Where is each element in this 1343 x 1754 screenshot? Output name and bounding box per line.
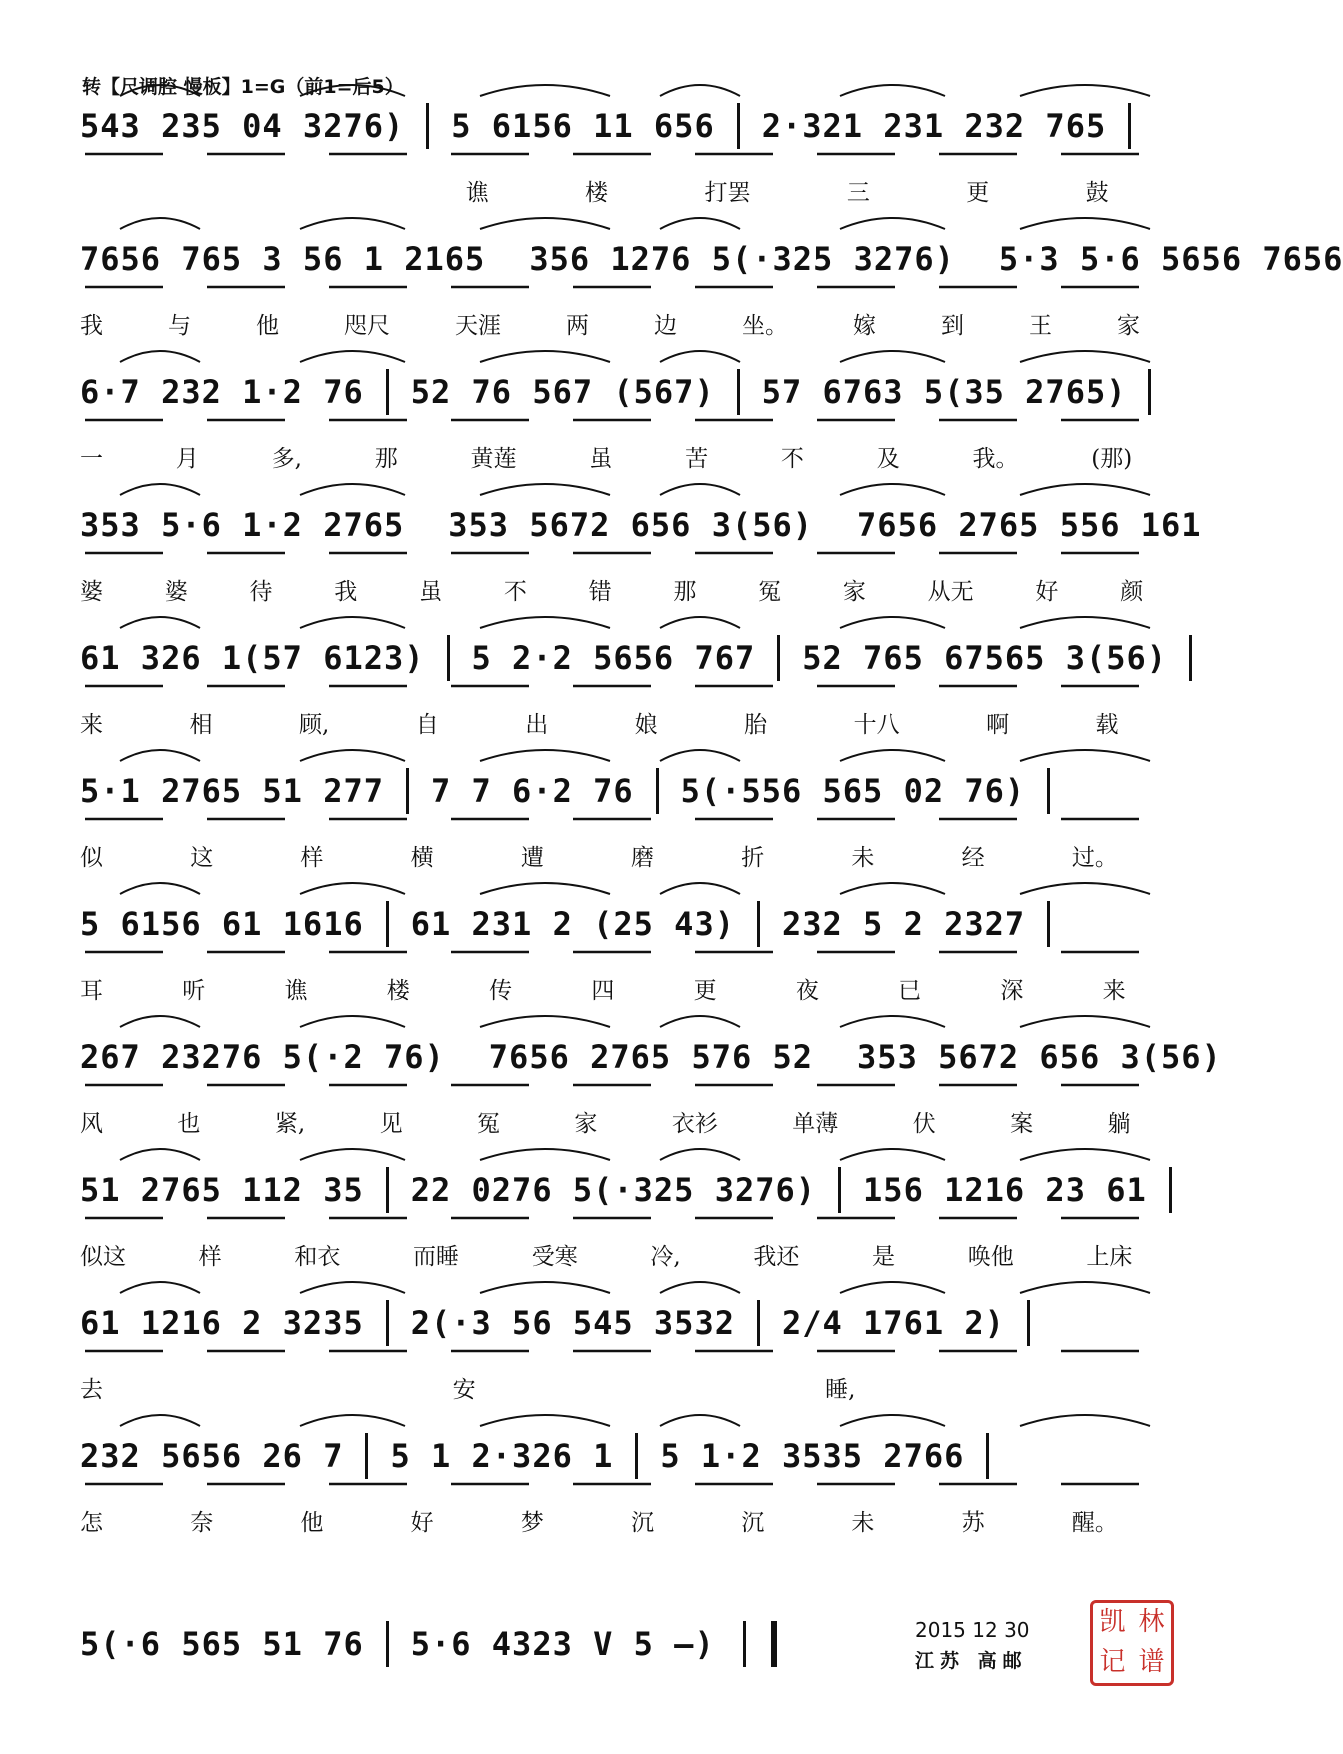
- lyric-syllable: 受寒: [531, 1244, 578, 1270]
- slur-marks: [80, 1134, 1205, 1164]
- slur-marks: [80, 735, 1205, 765]
- lyric-syllable: 经: [961, 845, 985, 871]
- beam-underlines: [80, 1347, 1205, 1365]
- measure: 156 1216 23 61: [863, 1171, 1147, 1209]
- lyric-syllable: 冷,: [650, 1244, 681, 1270]
- lyric-syllable: 更: [966, 180, 990, 206]
- lyric-syllable: 更: [693, 978, 717, 1004]
- lyric-syllable: 楼: [585, 180, 609, 206]
- lyric-syllable: 那: [374, 446, 398, 472]
- slur-arc: [1020, 1415, 1150, 1426]
- measure: 2/4 1761 2): [781, 1304, 1005, 1342]
- slur-arc: [120, 85, 200, 96]
- slur-arc: [660, 85, 740, 96]
- measure: 5·1 2765 51 277: [80, 772, 384, 810]
- seal-char: 记: [1099, 1647, 1126, 1677]
- slur-arc: [840, 484, 945, 495]
- lyric-syllable: 好: [410, 1510, 434, 1536]
- slur-arc: [300, 1149, 405, 1160]
- date-label: 2015 12 30: [915, 1618, 1030, 1642]
- lyric-syllable: 苦: [685, 446, 709, 472]
- final-measure-1: 5(·6 565 51 76: [80, 1625, 364, 1663]
- lyric-syllable: 夜: [795, 978, 819, 1004]
- lyric-syllable: 冤: [477, 1111, 500, 1137]
- beam-underlines: [80, 1214, 1205, 1232]
- lyric-syllable: 家: [842, 579, 866, 605]
- slur-marks: [80, 1400, 1205, 1430]
- slur-marks: [80, 1001, 1205, 1031]
- measure: 232 5656 26 7: [80, 1437, 344, 1475]
- lyric-syllable: 他: [300, 1510, 324, 1536]
- lyric-syllable: 月: [175, 446, 199, 472]
- slur-arc: [840, 750, 945, 761]
- lyric-syllable: 谯: [284, 978, 308, 1004]
- slur-arc: [120, 1415, 200, 1426]
- lyric-syllable: 打罢: [704, 180, 751, 206]
- slur-arc: [480, 1149, 610, 1160]
- key-tempo-header: 转【尺调腔 慢板】1=G（前1=后5）: [82, 76, 404, 98]
- lyric-syllable: 不: [780, 446, 804, 472]
- measure: 7656 765 3 56 1 2165: [80, 240, 486, 278]
- beam-underlines: [80, 682, 1205, 700]
- lyric-syllable: 沉: [741, 1510, 765, 1536]
- beam-underlines: [80, 1480, 1205, 1498]
- notation-row: [80, 632, 1205, 684]
- lyric-syllable: 上床: [1086, 1244, 1133, 1270]
- lyric-syllable: 三: [846, 180, 870, 206]
- slur-marks: [80, 70, 1205, 100]
- measure: 543 235 04 3276): [80, 107, 405, 145]
- final-line: [80, 1618, 1205, 1678]
- slur-arc: [1020, 1149, 1150, 1160]
- measure: 7 7 6·2 76: [430, 772, 634, 810]
- barline: [1189, 635, 1192, 681]
- slur-arc: [480, 883, 610, 894]
- lyric-syllable: 家: [574, 1111, 598, 1137]
- slur-arc: [120, 484, 200, 495]
- slur-arc: [660, 218, 740, 229]
- slur-arc: [1020, 750, 1150, 761]
- lyric-syllable: 坐。: [742, 313, 788, 339]
- place-label: 江苏 高邮: [915, 1650, 1028, 1672]
- lyric-syllable: 遭: [520, 845, 544, 871]
- measure: 7656 2765 556 161: [857, 506, 1202, 544]
- slur-arc: [1020, 218, 1150, 229]
- measure: 5 1·2 3535 2766: [660, 1437, 965, 1475]
- measure: 22 0276 5(·325 3276): [410, 1171, 817, 1209]
- lyric-syllable: 奈: [190, 1510, 214, 1536]
- barline: [386, 369, 389, 415]
- barline: [1148, 369, 1151, 415]
- lyric-syllable: 与: [168, 313, 191, 339]
- barline: [386, 901, 389, 947]
- lyric-syllable: 我还: [753, 1244, 800, 1270]
- lyric-syllable: 折: [741, 845, 765, 871]
- lyric-syllable: 苏: [961, 1510, 985, 1536]
- slur-arc: [840, 1149, 945, 1160]
- lyric-syllable: 沉: [631, 1510, 655, 1536]
- lyric-syllable: 横: [410, 845, 434, 871]
- lyric-syllable: 王: [1029, 313, 1052, 339]
- barline: [447, 635, 450, 681]
- lyric-syllable: 怎: [80, 1510, 103, 1536]
- slur-arc: [120, 617, 200, 628]
- lyric-syllable: 四: [591, 978, 615, 1004]
- slur-arc: [660, 1149, 740, 1160]
- slur-arc: [1020, 883, 1150, 894]
- slur-arc: [480, 351, 610, 362]
- barline: [757, 901, 760, 947]
- lyric-syllable: 天涯: [455, 313, 501, 339]
- lyric-syllable: 自: [415, 712, 439, 738]
- slur-arc: [120, 883, 200, 894]
- lyric-syllable: 见: [379, 1111, 403, 1137]
- lyric-syllable: 传: [489, 978, 513, 1004]
- beam-underlines: [80, 549, 1205, 567]
- measure: 267 23276 5(·2 76): [80, 1038, 445, 1076]
- slur-arc: [480, 1415, 610, 1426]
- slur-arc: [660, 484, 740, 495]
- beam-underlines: [80, 815, 1205, 833]
- lyric-syllable: 磨: [631, 845, 655, 871]
- slur-marks: [80, 336, 1205, 366]
- lyric-syllable: 黄莲: [470, 446, 517, 472]
- slur-arc: [120, 351, 200, 362]
- slur-arc: [300, 484, 405, 495]
- notation-row: [80, 1297, 1205, 1349]
- slur-arc: [300, 617, 405, 628]
- lyric-syllable: 我: [80, 313, 103, 339]
- measure: 5 6156 11 656: [451, 107, 715, 145]
- lyric-syllable: 谯: [465, 180, 489, 206]
- barline: [1169, 1167, 1172, 1213]
- slur-arc: [480, 1282, 610, 1293]
- measure: 61 231 2 (25 43): [410, 905, 735, 943]
- measure: 353 5672 656 3(56): [857, 1038, 1222, 1076]
- measure: 5 6156 61 1616: [80, 905, 364, 943]
- slur-arc: [120, 1282, 200, 1293]
- seal-char: 凯: [1099, 1607, 1126, 1637]
- lyric-syllable: 家: [1117, 313, 1140, 339]
- final-barline-thick: [771, 1621, 777, 1667]
- lyric-syllable: 两: [566, 313, 589, 339]
- seal-char: 林: [1138, 1607, 1165, 1637]
- measure: 353 5672 656 3(56): [448, 506, 814, 544]
- lyric-syllable: 睡,: [825, 1377, 856, 1403]
- slur-arc: [1020, 85, 1150, 96]
- slur-arc: [300, 1016, 405, 1027]
- measure: 57 6763 5(35 2765): [761, 373, 1127, 411]
- measure: 353 5·6 1·2 2765: [80, 506, 405, 544]
- slur-arc: [480, 85, 610, 96]
- slur-arc: [120, 1016, 200, 1027]
- lyric-syllable: 来: [80, 712, 103, 738]
- lyric-syllable: 而睡: [413, 1244, 460, 1270]
- barline: [386, 1167, 389, 1213]
- beam-underlines: [80, 1081, 1205, 1099]
- slur-arc: [840, 1016, 945, 1027]
- slur-arc: [300, 1415, 405, 1426]
- lyric-syllable: (那): [1091, 446, 1133, 472]
- lyric-syllable: 躺: [1107, 1111, 1131, 1137]
- slur-arc: [840, 85, 945, 96]
- slur-marks: [80, 602, 1205, 632]
- slur-arc: [300, 85, 405, 96]
- barline: [737, 369, 740, 415]
- measure: 5·3 5·6 5656 7656: [998, 240, 1343, 278]
- lyric-syllable: 十八: [853, 712, 900, 738]
- lyric-syllable: 已: [898, 978, 922, 1004]
- slur-arc: [300, 883, 405, 894]
- measure: 51 2765 112 35: [80, 1171, 364, 1209]
- lyric-syllable: 从无: [927, 579, 974, 605]
- lyric-syllable: 相: [189, 712, 213, 738]
- lyric-syllable: 风: [80, 1111, 103, 1137]
- slur-arc: [840, 883, 945, 894]
- barline: [386, 1300, 389, 1346]
- lyric-syllable: 单薄: [792, 1111, 839, 1137]
- lyric-syllable: 载: [1095, 712, 1119, 738]
- slur-arc: [840, 617, 945, 628]
- barline: [757, 1300, 760, 1346]
- lyric-syllable: 样: [198, 1244, 222, 1270]
- final-measure-2: 5·6 4323 V 5 –): [410, 1625, 715, 1663]
- slur-arc: [300, 351, 405, 362]
- slur-arc: [660, 351, 740, 362]
- lyric-syllable: 那: [673, 579, 697, 605]
- slur-arc: [1020, 1282, 1150, 1293]
- beam-underlines: [80, 948, 1205, 966]
- lyric-syllable: 颜: [1120, 579, 1144, 605]
- lyric-syllable: 虽: [419, 579, 443, 605]
- slur-marks: [80, 469, 1205, 499]
- measure: 61 1216 2 3235: [80, 1304, 364, 1342]
- lyric-syllable: 样: [300, 845, 324, 871]
- measure: 2(·3 56 545 3532: [410, 1304, 735, 1342]
- lyric-syllable: 来: [1102, 978, 1126, 1004]
- slur-arc: [660, 883, 740, 894]
- beam-underlines: [80, 283, 1205, 301]
- slur-arc: [1020, 351, 1150, 362]
- measure: 61 326 1(57 6123): [80, 639, 425, 677]
- slur-arc: [480, 617, 610, 628]
- red-seal-stamp: [1090, 1600, 1174, 1686]
- slur-arc: [480, 484, 610, 495]
- slur-arc: [120, 218, 200, 229]
- measure: 5 2·2 5656 767: [471, 639, 756, 677]
- slur-arc: [480, 218, 610, 229]
- lyric-syllable: 婆: [80, 579, 103, 605]
- lyric-syllable: 错: [588, 579, 612, 605]
- notation-row: [80, 898, 1205, 950]
- barline: [365, 1433, 368, 1479]
- slur-arc: [840, 351, 945, 362]
- lyric-syllable: 楼: [386, 978, 410, 1004]
- barline: [1047, 901, 1050, 947]
- measure: 6·7 232 1·2 76: [80, 373, 364, 411]
- lyric-syllable: 一: [80, 446, 103, 472]
- lyric-syllable: 胎: [744, 712, 768, 738]
- lyric-syllable: 出: [525, 712, 549, 738]
- final-barline-thin: [743, 1621, 746, 1667]
- lyric-syllable: 去: [80, 1377, 103, 1403]
- lyric-syllable: 是: [872, 1244, 896, 1270]
- lyrics-row: [80, 1504, 1205, 1537]
- slur-arc: [1020, 617, 1150, 628]
- lyric-syllable: 啊: [986, 712, 1010, 738]
- barline: [1027, 1300, 1030, 1346]
- lyric-syllable: 娘: [634, 712, 658, 738]
- barline: [386, 1621, 389, 1667]
- slur-arc: [840, 1282, 945, 1293]
- notation-row: [80, 100, 1205, 152]
- lyric-syllable: 过。: [1071, 845, 1118, 871]
- lyric-syllable: 我: [334, 579, 358, 605]
- slur-arc: [660, 750, 740, 761]
- measure: 5(·556 565 02 76): [680, 772, 1026, 810]
- lyric-syllable: 多,: [271, 446, 302, 472]
- slur-arc: [1020, 1016, 1150, 1027]
- lyric-syllable: 似: [80, 845, 103, 871]
- slur-arc: [300, 218, 405, 229]
- notation-row: [80, 1164, 1205, 1216]
- lyric-syllable: 未: [851, 1510, 875, 1536]
- lyric-syllable: 鼓: [1085, 180, 1109, 206]
- lyric-syllable: 深: [1000, 978, 1024, 1004]
- barline: [426, 103, 429, 149]
- notation-row: [80, 499, 1205, 551]
- slur-marks: [80, 1267, 1205, 1297]
- lyric-syllable: 紧,: [274, 1111, 306, 1137]
- lyric-syllable: 衣衫: [671, 1111, 718, 1137]
- slur-arc: [660, 617, 740, 628]
- barline: [635, 1433, 638, 1479]
- lyric-syllable: 我。: [972, 446, 1019, 472]
- slur-arc: [120, 750, 200, 761]
- slur-marks: [80, 203, 1205, 233]
- lyric-syllable: 这: [190, 845, 214, 871]
- lyric-syllable: 顾,: [298, 712, 330, 738]
- slur-arc: [840, 1415, 945, 1426]
- slur-arc: [1020, 484, 1150, 495]
- lyric-syllable: 案: [1010, 1111, 1034, 1137]
- slur-arc: [300, 750, 405, 761]
- seal-char: 谱: [1138, 1647, 1165, 1677]
- measure: 356 1276 5(·325 3276): [529, 240, 955, 278]
- lyric-syllable: 似这: [80, 1244, 126, 1270]
- lyric-syllable: 到: [941, 313, 964, 339]
- measure: 232 5 2 2327: [781, 905, 1026, 943]
- slur-marks: [80, 868, 1205, 898]
- barline: [1047, 768, 1050, 814]
- lyric-syllable: 冤: [758, 579, 782, 605]
- lyric-syllable: 未: [851, 845, 875, 871]
- lyric-syllable: 不: [503, 579, 527, 605]
- measure: 52 76 567 (567): [410, 373, 715, 411]
- beam-underlines: [80, 416, 1205, 434]
- lyric-syllable: 虽: [589, 446, 613, 472]
- lyric-syllable: 边: [654, 313, 677, 339]
- notation-row: [80, 366, 1205, 418]
- notation-row: [80, 765, 1205, 817]
- barline: [777, 635, 780, 681]
- lyric-syllable: 梦: [520, 1510, 544, 1536]
- measure: 5 1 2·326 1: [390, 1437, 614, 1475]
- barline: [986, 1433, 989, 1479]
- measure: 2·321 231 232 765: [761, 107, 1107, 145]
- slur-arc: [480, 750, 610, 761]
- lyric-syllable: 待: [249, 579, 273, 605]
- lyric-syllable: 好: [1035, 579, 1059, 605]
- barline: [737, 103, 740, 149]
- slur-arc: [660, 1282, 740, 1293]
- lyric-syllable: 咫尺: [344, 313, 390, 339]
- measure: 7656 2765 576 52: [488, 1038, 814, 1076]
- lyric-syllable: 唤他: [967, 1244, 1014, 1270]
- beam-underlines: [80, 150, 1205, 168]
- slur-arc: [660, 1016, 740, 1027]
- slur-arc: [300, 1282, 405, 1293]
- lyric-syllable: 婆: [164, 579, 188, 605]
- barline: [406, 768, 409, 814]
- lyric-syllable: 也: [177, 1111, 201, 1137]
- barline: [1128, 103, 1131, 149]
- measure: 52 765 67565 3(56): [802, 639, 1168, 677]
- notation-row: [80, 1430, 1205, 1482]
- barline: [838, 1167, 841, 1213]
- lyric-syllable: 伏: [912, 1111, 936, 1137]
- lyric-syllable: 醒。: [1071, 1510, 1118, 1536]
- slur-arc: [840, 218, 945, 229]
- slur-arc: [660, 1415, 740, 1426]
- lyric-syllable: 耳: [80, 978, 103, 1004]
- barline: [656, 768, 659, 814]
- lyric-syllable: 安: [452, 1377, 476, 1403]
- lyric-syllable: 听: [182, 978, 206, 1004]
- slur-arc: [480, 1016, 610, 1027]
- lyric-syllable: 他: [256, 313, 279, 339]
- lyric-syllable: 及: [876, 446, 900, 472]
- slur-arc: [120, 1149, 200, 1160]
- lyric-syllable: 和衣: [294, 1244, 341, 1270]
- notation-row: [80, 233, 1343, 285]
- lyric-syllable: 嫁: [853, 313, 876, 339]
- notation-row: [80, 1031, 1222, 1083]
